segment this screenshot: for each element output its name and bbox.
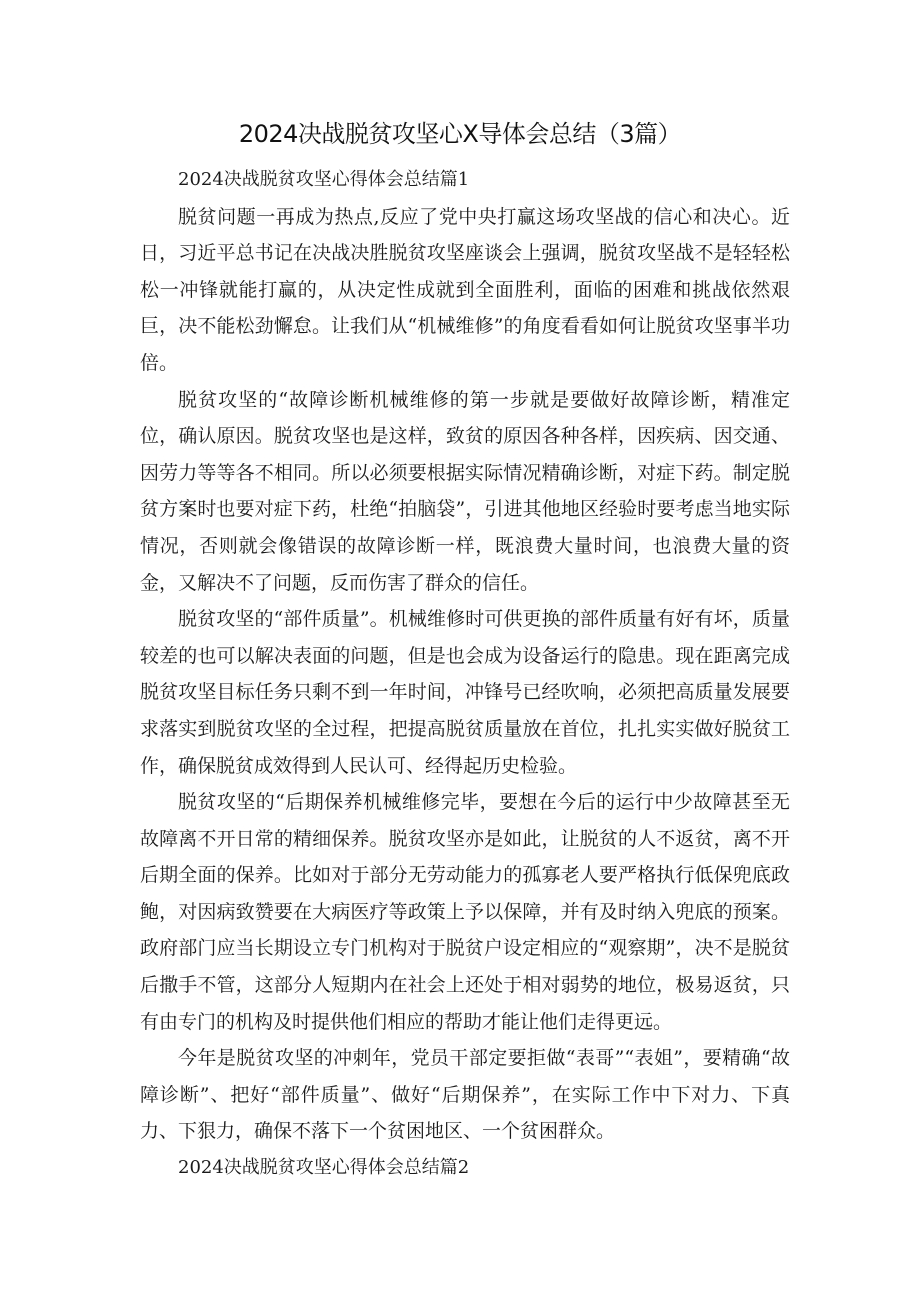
section-heading-2: 2024决战脱贫攻坚心得体会总结篇2	[178, 1157, 470, 1179]
document-body	[140, 162, 790, 1187]
paragraph-5: 今年是脱贫攻坚的冲刺年，党员干部定要拒做“表哥”“表姐”，要精确“故障诊断”、把好“部件质量”、做好“后期保养”，在实际工作中下对力、下真力、下狠力，确保不落下一个贫困地区、一个贫困群众。	[140, 1047, 790, 1143]
paragraph-2: 脱贫攻坚的“故障诊断机械维修的第一步就是要做好故障诊断，精准定位，确认原因。脱贫攻坚也是这样，致贫的原因各种各样，因疾病、因交通、因劳力等等各不相同。所以必须要根据实际情况精确诊断，对症下药。制定脱贫方案时也要对症下药，杜绝“拍脑袋”，引进其他地区经验时要考虑当地实际情况，否则就会像错误的故障诊断一样，既浪费大量时间，也浪费大量的资金，又解决不了问题，反而伤害了群众的信任。	[140, 388, 790, 594]
paragraph-1: 脱贫问题一再成为热点,反应了党中央打赢这场攻坚战的信心和决心。近日，习近平总书记在决战决胜脱贫攻坚座谈会上强调，脱贫攻坚战不是轻轻松松一冲锋就能打赢的，从决定性成就到全面胜利，面临的困难和挑战依然艰巨，决不能松劲懈怠。让我们从“机械维修”的角度看看如何让脱贫攻坚事半功倍。	[140, 205, 790, 374]
document-title: 2024决战脱贫攻坚心X导体会总结（3篇）	[238, 120, 682, 148]
paragraph-3: 脱贫攻坚的“部件质量”。机械维修时可供更换的部件质量有好有坏，质量较差的也可以解决表面的问题，但是也会成为设备运行的隐患。现在距离完成脱贫攻坚目标任务只剩不到一年时间，冲锋号已经吹响，必须把高质量发展要求落实到脱贫攻坚的全过程，把提高脱贫质量放在首位，扎扎实实做好脱贫工作，确保脱贫成效得到人民认可、经得起历史检验。	[140, 608, 790, 777]
section-heading-1: 2024决战脱贫攻坚心得体会总结篇1	[178, 169, 470, 190]
paragraph-4: 脱贫攻坚的“后期保养机械维修完毕，要想在今后的运行中少故障甚至无故障离不开日常的精细保养。脱贫攻坚亦是如此，让脱贫的人不返贫，离不开后期全面的保养。比如对于部分无劳动能力的孤寡老人要严格执行低保兜底政鲍，对因病致赞要在大病医疗等政策上予以保障，并有及时纳入兜底的预案。政府部门应当长期设立专门机构对于脱贫户设定相应的“观察期”，决不是脱贫后撒手不管，这部分人短期内在社会上还处于相对弱势的地位，极易返贫，只有由专门的机构及时提供他们相应的帮助才能让他们走得更远。	[140, 791, 790, 1033]
